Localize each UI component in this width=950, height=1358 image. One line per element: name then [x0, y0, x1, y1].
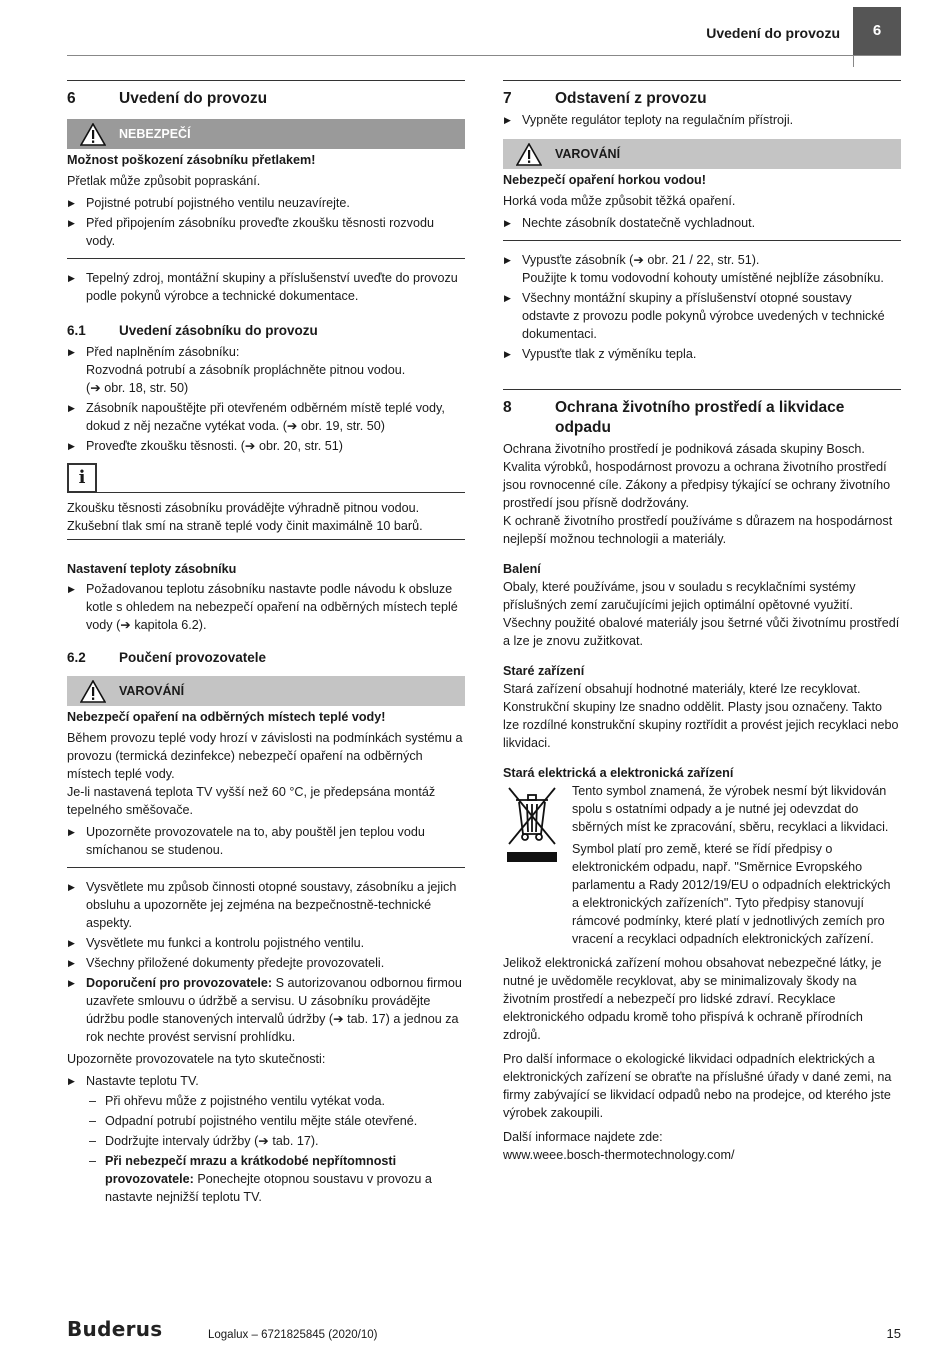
warning-triangle-icon	[67, 119, 119, 149]
warning-text: Horká voda může způsobit těžká opaření.	[503, 194, 736, 208]
section-7	[503, 80, 901, 111]
page-number: 15	[886, 1326, 901, 1341]
left-column	[67, 80, 465, 1208]
paragraph: Ochrana životního prostředí je podniková zásada skupiny Bosch.	[503, 442, 865, 456]
list-item: ▶ Vypněte regulátor teploty na regulačním přístroji.	[503, 111, 901, 129]
list-item: ▶ Vypusťte tlak z výměníku tepla.	[503, 345, 901, 363]
info-icon: i	[67, 463, 97, 493]
info-rule	[97, 491, 465, 493]
paragraph: Všechny použité obalové materiály jsou šetrné vůči životnímu prostředí a lze je znovu zužitkovat.	[503, 616, 900, 648]
section-heading: 8 Ochrana životního prostředí a likvidace odpadu	[503, 399, 845, 436]
dash-item	[67, 1152, 465, 1206]
temperature-heading: Nastavení teploty zásobníku	[67, 562, 237, 576]
figure-reference: (➔ obr. 18, str. 50)	[86, 381, 189, 395]
list-item: ▶ Vysvětlete mu způsob činnosti otopné soustavy, zásobníku a jejich obsluhu a upozorněte jej zejména na bezpečnostně-technické aspekty.	[67, 878, 465, 932]
warning-triangle-icon	[67, 676, 119, 706]
danger-box	[67, 119, 465, 259]
list-item-text: Nastavte teplotu TV.	[86, 1074, 199, 1088]
packaging-heading: Balení	[503, 562, 541, 576]
warning-bar	[67, 676, 465, 706]
section-heading: 6 Uvedení do provozu	[67, 90, 268, 107]
warning-subtitle: Nebezpečí opaření na odběrných místech teplé vody!	[67, 710, 386, 724]
right-column	[503, 80, 901, 1164]
document-id: Logalux – 6721825845 (2020/10)	[208, 1329, 378, 1341]
dash-item: – Při ohřevu může z pojistného ventilu vytékat voda.	[67, 1092, 465, 1110]
paragraph	[572, 840, 901, 948]
list-item: ▶ Nechte zásobník dostatečně vychladnout.	[503, 214, 901, 232]
header-tab-line	[853, 55, 854, 67]
danger-text: Přetlak může způsobit popraskání.	[67, 174, 261, 188]
list-item	[67, 1072, 465, 1090]
paragraph: Kvalita výrobků, hospodárnost provozu a ochrana životního prostředí jsou rovnocenné cíle. Zákony a předpisy týkající se ochrany životního prostředí jsou přísně dodržovány.	[503, 460, 891, 510]
danger-bar	[67, 119, 465, 149]
frost-text: Ponechejte otopnou soustavu v provozu a nastavte nejnižší teplotu TV.	[105, 1172, 432, 1204]
warning-text: Během provozu teplé vody hrozí v závislosti na podmínkách systému a provozu (termická dezinfekce) nebezpečí opaření na odběrných místech teplé vody.	[67, 731, 463, 781]
paragraph: K ochraně životního prostředí používáme s důrazem na hospodárnost nejlepší možnou technologii a materiály.	[503, 514, 893, 546]
list-item: ▶ Všechny přiložené dokumenty předejte provozovateli.	[67, 954, 465, 972]
weee-url: www.weee.bosch-thermotechnology.com/	[503, 1148, 735, 1162]
paragraph: Další informace najdete zde:	[503, 1130, 663, 1144]
danger-subtitle: Možnost poškození zásobníku přetlakem!	[67, 153, 316, 167]
list-item: ▶ Vysvětlete mu funkci a kontrolu pojistného ventilu.	[67, 934, 465, 952]
list-item: ▶ Požadovanou teplotu zásobníku nastavte podle návodu k obsluze kotle s ohledem na nebezpečí opaření na odběrných místech teplé vody (➔ kapitola 6.2).	[67, 580, 465, 634]
paragraph-text: Symbol platí pro země, které se řídí předpisy o elektronickém odpadu, např. "Směrnice Evropského parlamentu a Rady 2012/19/EU o odpadních elektrických a elektronických zařízeních". Tyto předpisy stanovují rámcové podmínky, které platí v jednotlivých zemích pro vracení a recyklaci odpadních elektronických zařízení.	[572, 842, 891, 946]
paragraph: Jelikož elektronická zařízení mohou obsahovat nebezpečné látky, je nutné je uvědoměle recyklovat, aby se minimalizovaly škody na životním prostředí a nebezpečí pro lidské zdraví. Recyklace elektronického odpadu kromě toho přispívá k ochraně přírodních zdrojů.	[503, 956, 882, 1042]
buderus-logo: Buderus	[67, 1317, 163, 1341]
section-6-1-heading: 6.1 Uvedení zásobníku do provozu	[67, 323, 318, 338]
dash-item: – Dodržujte intervaly údržby (➔ tab. 17).	[67, 1132, 465, 1150]
section-heading: 7 Odstavení z provozu	[503, 90, 707, 107]
list-item-subtext: Rozvodná potrubí a zásobník propláchněte pitnou vodou.	[86, 363, 406, 377]
section-8	[503, 389, 901, 440]
weee-heading: Stará elektrická a elektronická zařízení	[503, 766, 734, 780]
info-box	[67, 463, 465, 540]
old-device-heading: Staré zařízení	[503, 664, 585, 678]
list-item: ▶ Tepelný zdroj, montážní skupiny a příslušenství uveďte do provozu podle pokynů výrobce a technické dokumentace.	[67, 269, 465, 305]
frost-label: Při nebezpečí mrazu a krátkodobé nepřítomnosti provozovatele:	[105, 1154, 397, 1186]
list-item: ▶ Všechny montážní skupiny a příslušenství otopné soustavy odstavte z provozu podle pokynů výrobce uvedených v technické dokumentaci.	[503, 289, 901, 343]
list-item: ▶ Zásobník napouštějte při otevřeném odběrném místě teplé vody, dokud z něj nezačne vytékat voda. (➔ obr. 19, str. 50)	[67, 399, 465, 435]
section-6-2-heading: 6.2 Poučení provozovatele	[67, 650, 267, 665]
paragraph: Obaly, které používáme, jsou v souladu s recyklačními systémy příslušných zemí zaručujícími jejich optimální opětovné využití.	[503, 580, 856, 612]
warning-label: VAROVÁNÍ	[555, 147, 621, 161]
warning-text: Je-li nastavená teplota TV vyšší než 60 °C, je předepsána montáž tepelného směšovače.	[67, 785, 436, 817]
chapter-tab: 6	[853, 7, 901, 55]
list-item: ▶ Před připojením zásobníku proveďte zkoušku těsnosti rozvodu vody.	[67, 214, 465, 250]
header-title: Uvedení do provozu	[706, 25, 840, 41]
danger-label: NEBEZPEČÍ	[119, 127, 191, 141]
section-6	[67, 80, 465, 111]
recommend-text: S autorizovanou odbornou firmou uzavřete smlouvu o údržbě a servisu. U zásobníku provádějte údržbu podle stanovených intervalů údržby (➔ tab. 17) a jednou za rok nechte provést servisní prohlídku.	[86, 976, 462, 1044]
warning-triangle-icon	[503, 139, 555, 169]
list-item: ▶ Pojistné potrubí pojistného ventilu neuzavírejte.	[67, 194, 465, 212]
warning-subtitle: Nebezpečí opaření horkou vodou!	[503, 173, 706, 187]
crossed-bin-icon	[503, 782, 561, 948]
warning-box	[503, 139, 901, 241]
recommend-label: Doporučení pro provozovatele:	[86, 976, 273, 990]
list-item	[503, 251, 901, 287]
list-item: ▶ Proveďte zkoušku těsnosti. (➔ obr. 20, str. 51)	[67, 437, 465, 455]
list-item-text: ▶ Vypusťte zásobník (➔ obr. 21 / 22, str. 51).	[522, 253, 760, 267]
paragraph: Stará zařízení obsahují hodnotné materiály, které lze recyklovat. Konstrukční skupiny lze snadno oddělit. Plasty jsou označeny. Takto lze rozdílné konstrukční skupiny roztřídit a provést jejich recyklaci nebo likvidaci.	[503, 682, 899, 750]
list-item	[67, 974, 465, 1046]
notice-text: Upozorněte provozovatele na tyto skutečnosti:	[67, 1052, 326, 1066]
list-item: ▶ Upozorněte provozovatele na to, aby pouštěl jen teplou vodu smíchanou se studenou.	[67, 823, 465, 859]
paragraph: Pro další informace o ekologické likvidaci odpadních elektrických a elektronických zařízení se obraťte na příslušné úřady v dané zemi, na firmy zabývající se likvidací odpadů nebo na prodejce, od kterého jste výrobek zakoupili.	[503, 1052, 892, 1120]
list-item-text: ▶ Před naplněním zásobníku:	[86, 345, 240, 359]
list-item	[67, 343, 465, 397]
list-item-subtext: Použijte k tomu vodovodní kohouty umístěné nejblíže zásobníku.	[522, 271, 884, 285]
info-text: Zkušební tlak smí na straně teplé vody činit maximálně 10 barů.	[67, 519, 423, 533]
info-text: Zkoušku těsnosti zásobníku provádějte výhradně pitnou vodou.	[67, 501, 420, 515]
header-rule	[67, 55, 901, 56]
warning-box	[67, 676, 465, 868]
warning-label: VAROVÁNÍ	[119, 684, 185, 698]
paragraph: Tento symbol znamená, že výrobek nesmí být likvidován spolu s ostatními odpady a je nutné jej odevzdat do sběrných míst ke zpracování, sběru, recyklaci a likvidaci.	[572, 784, 889, 834]
dash-item: – Odpadní potrubí pojistného ventilu mějte stále otevřené.	[67, 1112, 465, 1130]
warning-bar	[503, 139, 901, 169]
